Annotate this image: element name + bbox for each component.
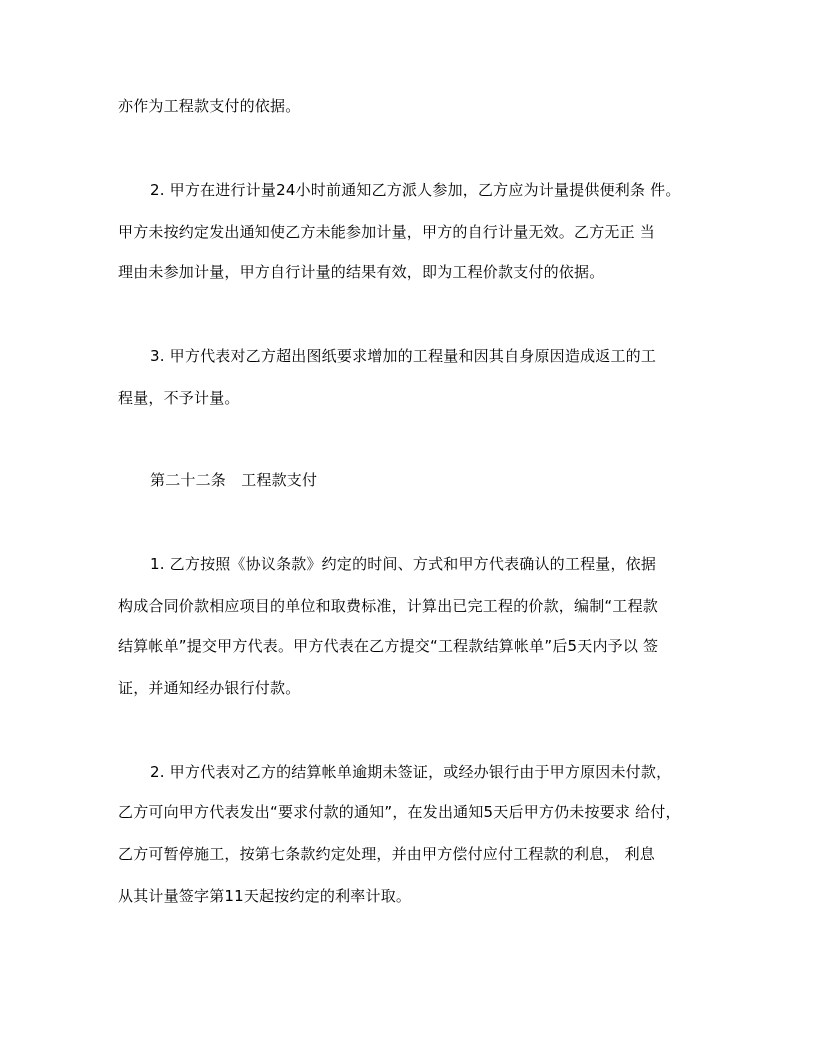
paragraph-line: 从其计量签字第11天起按约定的利率计取。 <box>118 887 412 905</box>
paragraph-line: 甲方未按约定发出通知使乙方未能参加计量，甲方的自行计量无效。乙方无正 当 <box>118 223 655 241</box>
paragraph-line: 2. 甲方在进行计量24小时前通知乙方派人参加，乙方应为计量提供便利条 件。 <box>150 181 681 199</box>
paragraph-line: 2. 甲方代表对乙方的结算帐单逾期未签证，或经办银行由于甲方原因未付款， <box>150 763 672 781</box>
paragraph-line: 构成合同价款相应项目的单位和取费标准，计算出已完工程的价款，编制“工程款 <box>118 597 658 615</box>
paragraph-line: 亦作为工程款支付的依据。 <box>118 97 301 115</box>
paragraph-line: 乙方可向甲方代表发出“要求付款的通知”，在发出通知5天后甲方仍未按要求 给付， <box>118 803 681 821</box>
section-heading: 第二十二条 工程款支付 <box>150 471 318 489</box>
paragraph-line: 乙方可暂停施工，按第七条款约定处理，并由甲方偿付应付工程款的利息， 利息 <box>118 845 655 863</box>
paragraph-line: 证，并通知经办银行付款。 <box>118 679 301 697</box>
paragraph-line: 结算帐单”提交甲方代表。甲方代表在乙方提交“工程款结算帐单”后5天内予以 签 <box>118 637 659 655</box>
paragraph-line: 1. 乙方按照《协议条款》约定的时间、方式和甲方代表确认的工程量，依据 <box>150 555 657 573</box>
paragraph-line: 理由未参加计量，甲方自行计量的结果有效，即为工程价款支付的依据。 <box>118 263 605 281</box>
paragraph-line: 程量，不予计量。 <box>118 389 240 407</box>
paragraph-line: 3. 甲方代表对乙方超出图纸要求增加的工程量和因其自身原因造成返工的工 <box>150 347 657 365</box>
